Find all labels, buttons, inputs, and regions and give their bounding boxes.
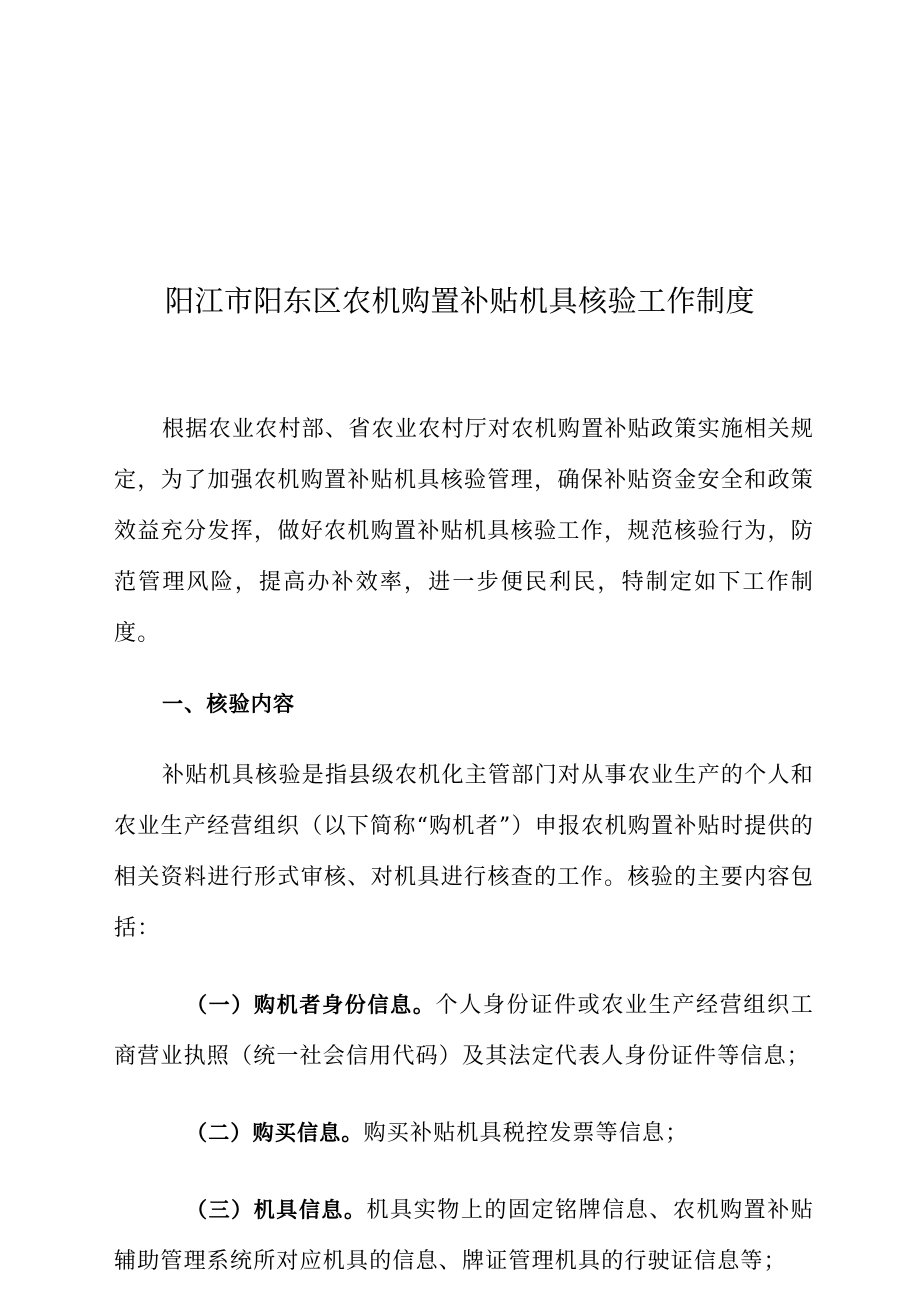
section-heading: 一、核验内容: [162, 692, 296, 716]
spacer: [114, 730, 814, 750]
spacer: [114, 1082, 814, 1108]
document-body: [114, 404, 814, 1287]
list-item: [114, 1185, 814, 1287]
document-title: 阳江市阳东区农机购置补贴机具核验工作制度: [164, 284, 755, 318]
spacer: [114, 1159, 814, 1185]
item-text: 机具实物上的固定铭牌信息、农机购置补贴辅助管理系统所对应机具的信息、牌证管理机具的行驶证信息等；: [114, 1198, 814, 1274]
spacer: [114, 954, 814, 980]
spacer: [114, 659, 814, 679]
section-paragraph: 补贴机具核验是指县级农机化主管部门对从事农业生产的个人和农业生产经营组织（以下简称“购机者”）申报农机购置补贴时提供的相关资料进行形式审核、对机具进行核查的工作。核验的主要内容包括：: [114, 763, 814, 941]
intro-paragraph: 根据农业农村部、省农业农村厅对农机购置补贴政策实施相关规定，为了加强农机购置补贴机具核验管理，确保补贴资金安全和政策效益充分发挥，做好农机购置补贴机具核验工作，规范核验行为，防范管理风险，提高办补效率，进一步便民利民，特制定如下工作制度。: [114, 417, 814, 646]
list-item: [114, 1108, 814, 1159]
item-label: （二）购买信息。: [186, 1121, 364, 1145]
item-text: 个人身份证件或农业生产经营组织工商营业执照（统一社会信用代码）及其法定代表人身份证件等信息；: [114, 993, 814, 1069]
item-label: （一）购机者身份信息。: [186, 993, 436, 1017]
item-text: 购买补贴机具税控发票等信息；: [363, 1121, 689, 1146]
list-item: [114, 980, 814, 1082]
item-label: （三）机具信息。: [186, 1198, 367, 1222]
